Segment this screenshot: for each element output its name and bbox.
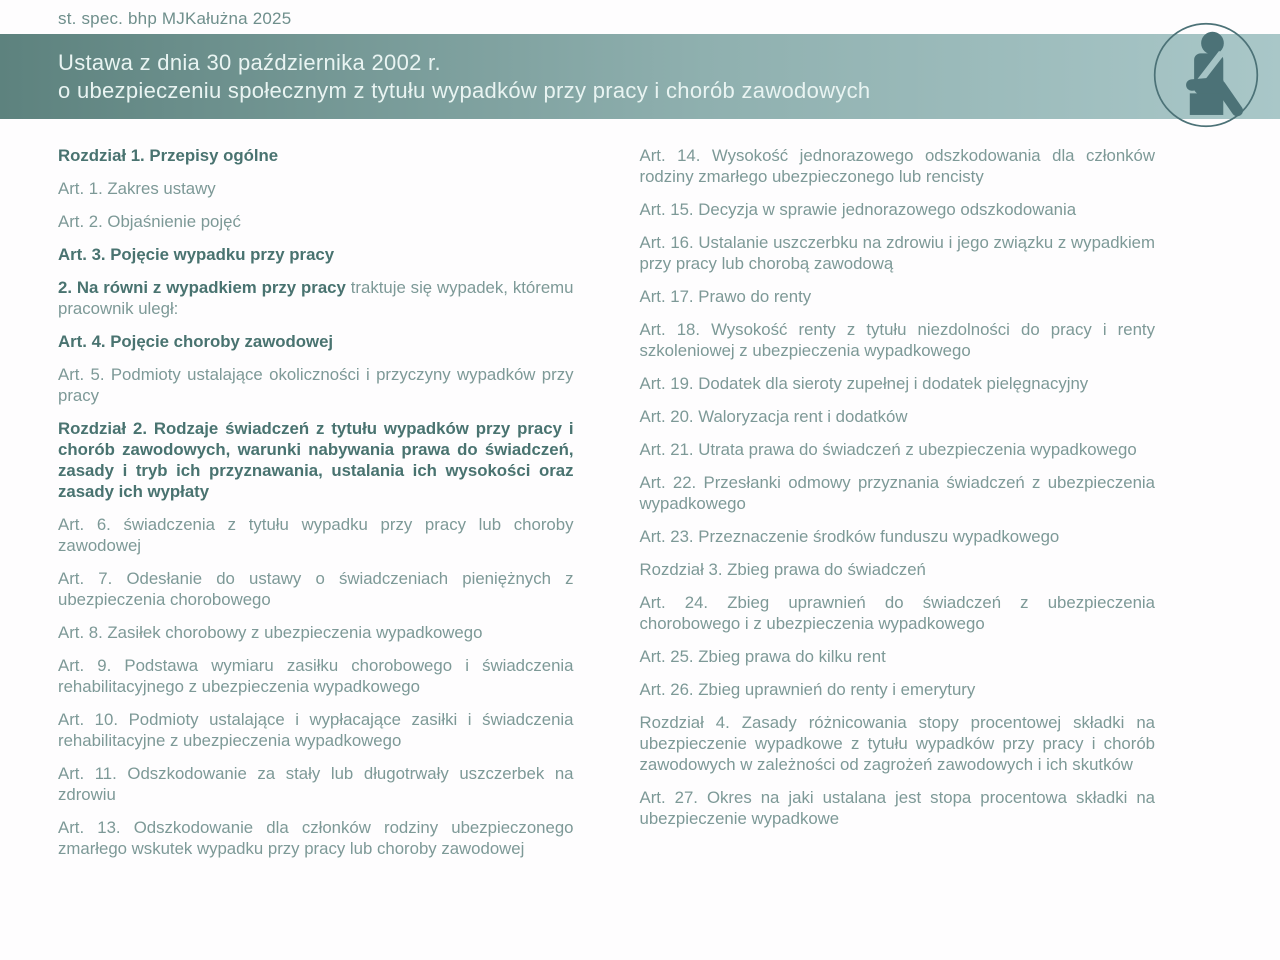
toc-item: Art. 11. Odszkodowanie za stały lub długotrwały uszczerbek na zdrowiu (58, 764, 574, 804)
toc-item: Art. 22. Przesłanki odmowy przyznania świadczeń z ubezpieczenia wypadkowego (639, 473, 1155, 513)
law-title-line1: Ustawa z dnia 30 października 2002 r. (58, 49, 441, 75)
toc-item: Art. 10. Podmioty ustalające i wypłacające zasiłki i świadczenia rehabilitacyjne z ubezpieczenia wypadkowego (58, 710, 574, 750)
injured-person-icon (1152, 21, 1260, 129)
toc-item: Art. 3. Pojęcie wypadku przy pracy (58, 245, 335, 264)
toc-item: Rozdział 4. Zasady różnicowania stopy procentowej składki na ubezpieczenie wypadkowe z tytułu wypadków przy pracy i chorób zawodowych w zależności od zagrożeń zawodowych i ich skutków (639, 713, 1155, 774)
table-of-contents (0, 119, 1280, 871)
toc-item: Art. 5. Podmioty ustalające okoliczności i przyczyny wypadków przy pracy (58, 365, 574, 405)
toc-item: Art. 21. Utrata prawa do świadczeń z ubezpieczenia wypadkowego (639, 440, 1137, 459)
toc-item: Art. 19. Dodatek dla sieroty zupełnej i dodatek pielęgnacyjny (639, 374, 1089, 393)
toc-item: Art. 7. Odesłanie do ustawy o świadczeniach pieniężnych z ubezpieczenia chorobowego (58, 569, 574, 609)
toc-item: Art. 24. Zbieg uprawnień do świadczeń z ubezpieczenia chorobowego i z ubezpieczenia wypadkowego (639, 593, 1155, 633)
toc-item: Rozdział 1. Przepisy ogólne (58, 146, 279, 165)
toc-item: Art. 4. Pojęcie choroby zawodowej (58, 332, 334, 351)
toc-column-left (58, 145, 574, 871)
toc-item: Art. 27. Okres na jaki ustalana jest stopa procentowa składki na ubezpieczenie wypadkowe (639, 788, 1155, 828)
toc-item: Art. 1. Zakres ustawy (58, 179, 216, 198)
toc-item: Art. 23. Przeznaczenie środków funduszu wypadkowego (639, 527, 1060, 546)
toc-item: Art. 15. Decyzja w sprawie jednorazowego odszkodowania (639, 200, 1077, 219)
toc-item: Rozdział 3. Zbieg prawa do świadczeń (639, 560, 926, 579)
toc-item: Art. 17. Prawo do renty (639, 287, 812, 306)
author-label: st. spec. bhp MJKałużna 2025 (58, 9, 292, 28)
toc-column-right (640, 145, 1156, 871)
toc-item: Art. 6. świadczenia z tytułu wypadku przy pracy lub choroby zawodowej (58, 515, 574, 555)
toc-item: 2. Na równi z wypadkiem przy pracy traktuje się wypadek, któremu pracownik uległ: (58, 278, 574, 318)
toc-item: Art. 13. Odszkodowanie dla członków rodziny ubezpieczonego zmarłego wskutek wypadku przy pracy lub choroby zawodowej (58, 818, 574, 858)
toc-item: Art. 8. Zasiłek chorobowy z ubezpieczenia wypadkowego (58, 623, 483, 642)
toc-item: Art. 18. Wysokość renty z tytułu niezdolności do pracy i renty szkoleniowej z ubezpieczenia wypadkowego (639, 320, 1155, 360)
toc-item: Art. 2. Objaśnienie pojęć (58, 212, 241, 231)
toc-item: Art. 25. Zbieg prawa do kilku rent (639, 647, 886, 666)
toc-item: Art. 20. Waloryzacja rent i dodatków (639, 407, 908, 426)
toc-item: Art. 9. Podstawa wymiaru zasiłku chorobowego i świadczenia rehabilitacyjnego z ubezpieczenia wypadkowego (58, 656, 574, 696)
toc-item: Rozdział 2. Rodzaje świadczeń z tytułu wypadków przy pracy i chorób zawodowych, warunki nabywania prawa do świadczeń, zasady i tryb ich przyznawania, ustalania ich wysokości oraz zasady ich wypłaty (58, 419, 574, 501)
toc-item: Art. 14. Wysokość jednorazowego odszkodowania dla członków rodziny zmarłego ubezpieczonego lub rencisty (639, 146, 1155, 186)
title-banner (0, 34, 1280, 119)
toc-item: Art. 26. Zbieg uprawnień do renty i emerytury (639, 680, 976, 699)
toc-item: Art. 16. Ustalanie uszczerbku na zdrowiu i jego związku z wypadkiem przy pracy lub chorobą zawodową (639, 233, 1155, 273)
law-title-line2: o ubezpieczeniu społecznym z tytułu wypadków przy pracy i chorób zawodowych (58, 77, 871, 103)
